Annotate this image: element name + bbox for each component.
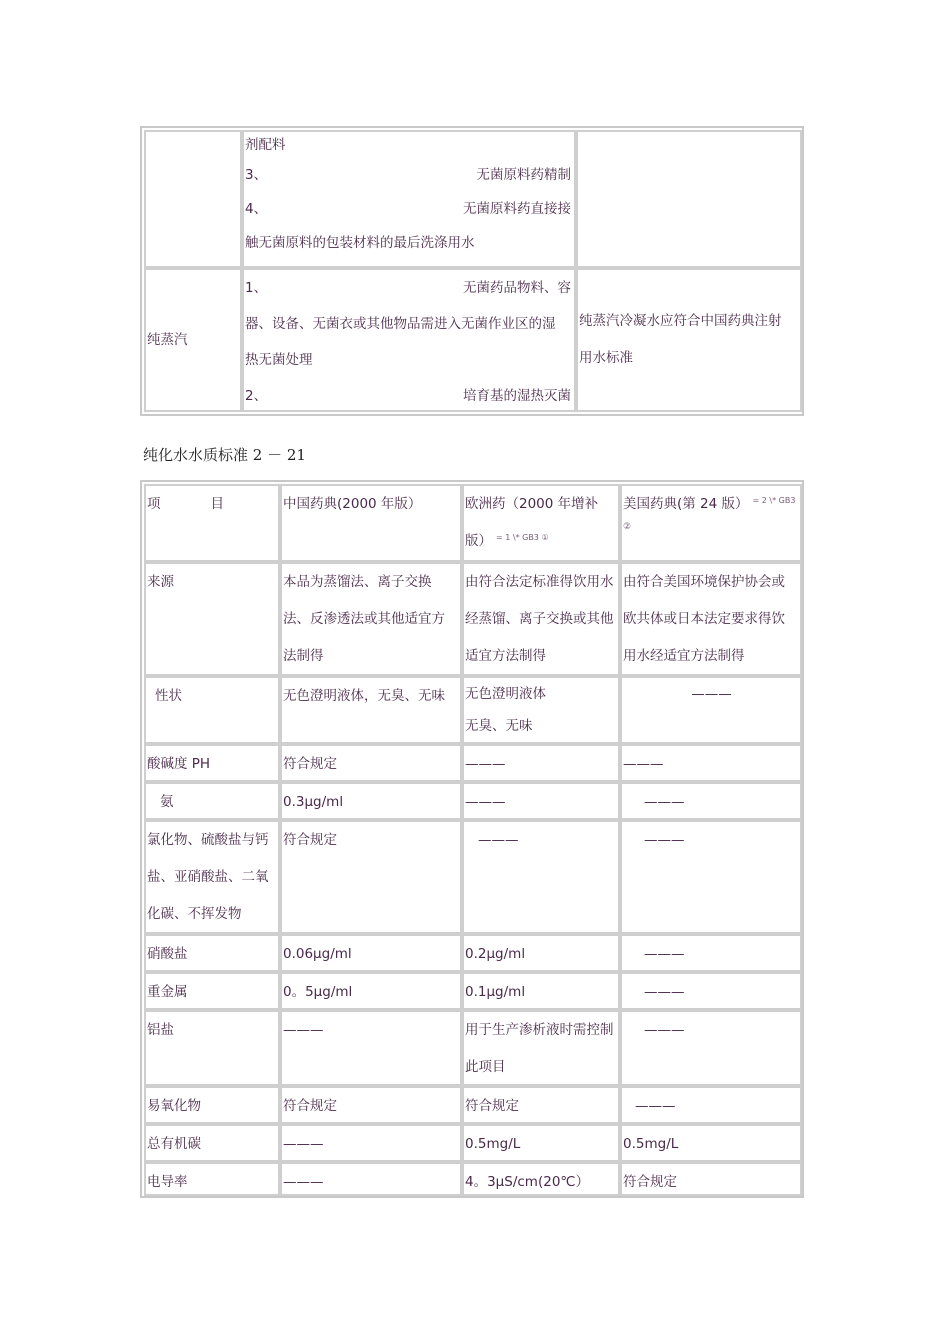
t2-r-char-chp: 无色澄明液体，无臭、无味 — [280, 676, 462, 744]
t2-r-ammonia-usp: ——— — [620, 782, 802, 820]
t2-r-char-name: 性状 — [144, 676, 280, 744]
t2-r-cond-ep: 4。3μS/cm(20℃） — [462, 1162, 620, 1196]
t2-r-chloride-chp: 符合规定 — [280, 820, 462, 934]
t2-r-nitrate-ep: 0.2μg/ml — [462, 934, 620, 972]
t2-r-char-ep: 无色澄明液体 无臭、无味 — [462, 676, 620, 744]
t1-item-1-cont2: 热无菌处理 — [245, 352, 313, 368]
t2-r-toc-usp: 0.5mg/L — [620, 1124, 802, 1162]
t2-r-oxid-chp: 符合规定 — [280, 1086, 462, 1124]
t2-r-metal-usp: ——— — [620, 972, 802, 1010]
t1-r1-c3 — [576, 130, 802, 268]
t2-r-source-usp: 由符合美国环境保护协会或 欧共体或日本法定要求得饮 用水经适宜方法制得 — [620, 562, 802, 676]
t2-r-al-ep: 用于生产渗析液时需控制 此项目 — [462, 1010, 620, 1086]
t2-r-cond-chp: ——— — [280, 1162, 462, 1196]
t1-r2-c3 — [576, 268, 802, 412]
t2-r-ammonia-name: 氨 — [144, 782, 280, 820]
t2-h-item: 项 目 — [144, 484, 280, 562]
t1-item-1-cont1: 器、设备、无菌衣或其他物品需进入无菌作业区的湿 — [245, 316, 556, 332]
t1-item-2: 2、 培育基的湿热灭菌 — [245, 388, 571, 404]
t2-r-ph-usp: ——— — [620, 744, 802, 782]
t2-r-ph-name: 酸碱度 PH — [144, 744, 280, 782]
t1-item-1: 1、 无菌药品物料、容 — [245, 280, 571, 296]
pure-steam-label: 纯蒸汽 — [147, 331, 188, 348]
t2-r-cond-usp: 符合规定 — [620, 1162, 802, 1196]
t2-r-chloride-usp: ——— — [620, 820, 802, 934]
t2-r-chloride-ep: ——— — [462, 820, 620, 934]
t2-r-al-chp: ——— — [280, 1010, 462, 1086]
t1-steam-standard-1: 纯蒸汽冷凝水应符合中国药典注射 — [579, 313, 782, 329]
t2-r-source-name: 来源 — [144, 562, 280, 676]
t2-r-source-ep: 由符合法定标准得饮用水 经蒸馏、离子交换或其他 适宜方法制得 — [462, 562, 620, 676]
table-caption: 纯化水水质标准 2 － 21 — [143, 446, 306, 464]
t2-r-toc-name: 总有机碳 — [144, 1124, 280, 1162]
t2-r-char-usp: ——— — [620, 676, 802, 744]
t2-h-usp: 美国药典(第 24 版） $^{= 2 \backslash* GB3}$ ② — [620, 484, 802, 562]
t2-r-oxid-usp: ——— — [620, 1086, 802, 1124]
t2-r-oxid-name: 易氧化物 — [144, 1086, 280, 1124]
t1-r2-c1 — [144, 268, 242, 412]
t1-r1-c2 — [242, 130, 576, 268]
t2-r-cond-name: 电导率 — [144, 1162, 280, 1196]
t1-steam-standard-2: 用水标准 — [579, 350, 633, 366]
t2-r-source-chp: 本品为蒸馏法、离子交换 法、反渗透法或其他适宜方 法制得 — [280, 562, 462, 676]
t2-r-toc-chp: ——— — [280, 1124, 462, 1162]
t2-r-al-name: 铝盐 — [144, 1010, 280, 1086]
t1-r1-c1 — [144, 130, 242, 268]
t1-item-4: 4、 无菌原料药直接接 — [245, 201, 571, 217]
t1-item-4-cont: 触无菌原料的包装材料的最后洗涤用水 — [245, 235, 475, 251]
t2-r-metal-ep: 0.1μg/ml — [462, 972, 620, 1010]
t2-r-ph-ep: ——— — [462, 744, 620, 782]
purified-water-table — [140, 480, 804, 1198]
t2-r-ammonia-chp: 0.3μg/ml — [280, 782, 462, 820]
t2-h-chp: 中国药典(2000 年版） — [280, 484, 462, 562]
t2-r-chloride-name: 氯化物、硫酸盐与钙 盐、亚硝酸盐、二氧 化碳、不挥发物 — [144, 820, 280, 934]
t2-r-nitrate-chp: 0.06μg/ml — [280, 934, 462, 972]
t2-r-nitrate-name: 硝酸盐 — [144, 934, 280, 972]
t1-item-3: 3、 无菌原料药精制 — [245, 167, 571, 183]
t2-r-metal-name: 重金属 — [144, 972, 280, 1010]
t2-h-ep: 欧洲药（2000 年增补 版） $^{= 1 \backslash* GB3 ①}$ — [462, 484, 620, 562]
t2-r-metal-chp: 0。5μg/ml — [280, 972, 462, 1010]
t2-r-ph-chp: 符合规定 — [280, 744, 462, 782]
t2-r-ammonia-ep: ——— — [462, 782, 620, 820]
t2-r-toc-ep: 0.5mg/L — [462, 1124, 620, 1162]
t2-r-nitrate-usp: ——— — [620, 934, 802, 972]
t1-r2-c2 — [242, 268, 576, 412]
t1-line-pharma: 剂配料 — [245, 137, 286, 153]
steam-table — [140, 126, 804, 416]
t2-r-oxid-ep: 符合规定 — [462, 1086, 620, 1124]
t2-r-al-usp: ——— — [620, 1010, 802, 1086]
